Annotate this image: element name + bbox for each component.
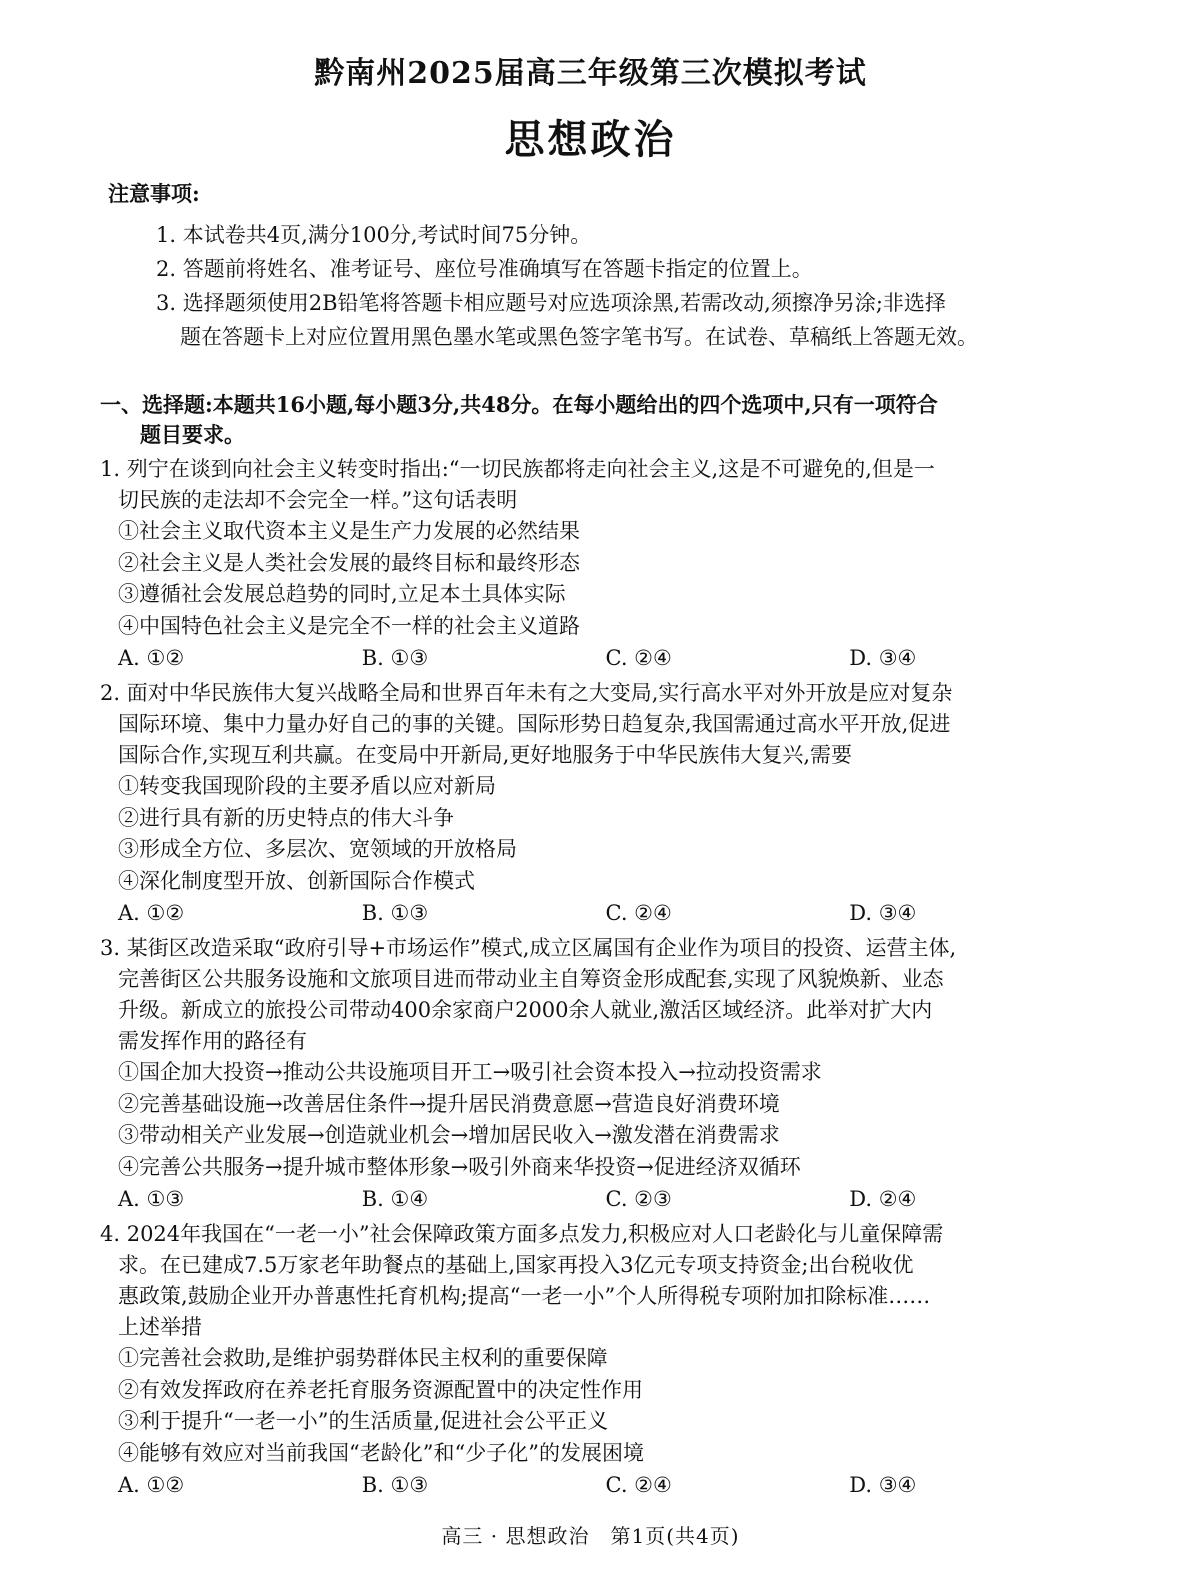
notice-item: 2. 答题前将姓名、准考证号、座位号准确填写在答题卡指定的位置上。	[156, 257, 813, 281]
section-heading	[100, 390, 1093, 450]
answer-options	[100, 1183, 1093, 1215]
option-d[interactable]: D. ③④	[849, 1473, 917, 1497]
question-stem-line: 升级。新成立的旅投公司带动400余家商户2000余人就业,激活区域经济。此举对扩大内	[118, 998, 933, 1022]
option-a[interactable]: A. ①②	[118, 1473, 185, 1497]
option-d[interactable]: D. ③④	[849, 901, 917, 925]
question-stem-line: 2. 面对中华民族伟大复兴战略全局和世界百年未有之大变局,实行高水平对外开放是应对复杂	[100, 681, 953, 705]
question-stem-line: 需发挥作用的路径有	[118, 1029, 307, 1053]
option-c[interactable]: C. ②④	[605, 646, 672, 670]
option-b[interactable]: B. ①④	[361, 1187, 429, 1211]
question-stem-line: 1. 列宁在谈到向社会主义转变时指出:“一切民族都将走向社会主义,这是不可避免的,但是一	[100, 457, 935, 481]
statement: ④完善公共服务→提升城市整体形象→吸引外商来华投资→促进经济双循环	[118, 1154, 801, 1179]
statement: ①社会主义取代资本主义是生产力发展的必然结果	[118, 519, 580, 543]
notice-block	[108, 178, 1093, 354]
option-a[interactable]: A. ①②	[118, 901, 185, 925]
option-a[interactable]: A. ①②	[118, 646, 185, 670]
question-stem-line: 切民族的走法却不会完全一样。”这句话表明	[118, 488, 518, 512]
page-footer: 高三 · 思想政治 第1页(共4页)	[441, 1524, 740, 1548]
section-heading-line: 题目要求。	[140, 422, 245, 447]
option-c[interactable]: C. ②③	[605, 1187, 672, 1211]
question-stem-line: 求。在已建成7.5万家老年助餐点的基础上,国家再投入3亿元专项支持资金;出台税收优	[118, 1253, 914, 1277]
statement: ②进行具有新的历史特点的伟大斗争	[118, 805, 454, 830]
notice-item: 1. 本试卷共4页,满分100分,考试时间75分钟。	[156, 223, 592, 247]
option-c[interactable]: C. ②④	[605, 901, 672, 925]
subject-title: 思想政治	[504, 116, 677, 163]
notice-item-continuation: 题在答题卡上对应位置用黑色墨水笔或黑色签字笔书写。在试卷、草稿纸上答题无效。	[180, 325, 978, 349]
statement: ②有效发挥政府在养老托育服务资源配置中的决定性作用	[118, 1377, 643, 1402]
question-stem-line: 4. 2024年我国在“一老一小”社会保障政策方面多点发力,积极应对人口老龄化与儿童保障需	[100, 1222, 944, 1246]
statement: ②完善基础设施→改善居住条件→提升居民消费意愿→营造良好消费环境	[118, 1091, 780, 1116]
statement: ④中国特色社会主义是完全不一样的社会主义道路	[118, 613, 580, 638]
statement: ②社会主义是人类社会发展的最终目标和最终形态	[118, 550, 580, 575]
section-heading-line: 一、选择题:本题共16小题,每小题3分,共48分。在每小题给出的四个选项中,只有一项符合	[100, 392, 938, 417]
statement: ①完善社会救助,是维护弱势群体民主权利的重要保障	[118, 1346, 608, 1370]
question-stem-line: 完善街区公共服务设施和文旅项目进而带动业主自筹资金形成配套,实现了风貌焕新、业态	[118, 967, 944, 991]
notice-heading: 注意事项:	[108, 181, 200, 206]
answer-options	[100, 642, 1093, 674]
statement: ③形成全方位、多层次、宽领域的开放格局	[118, 837, 517, 861]
answer-options	[100, 1469, 1093, 1501]
question-stem-line: 上述举措	[118, 1315, 202, 1339]
option-d[interactable]: D. ②④	[849, 1187, 917, 1211]
option-a[interactable]: A. ①③	[118, 1187, 185, 1211]
option-b[interactable]: B. ①③	[361, 646, 429, 670]
question-stem-line: 国际合作,实现互利共赢。在变局中开新局,更好地服务于中华民族伟大复兴,需要	[118, 743, 853, 767]
option-b[interactable]: B. ①③	[361, 1473, 429, 1497]
multiple-choice-section	[100, 390, 1093, 1501]
statement: ③利于提升“一老一小”的生活质量,促进社会公平正义	[118, 1409, 609, 1433]
question-1	[100, 454, 1093, 674]
option-b[interactable]: B. ①③	[361, 901, 429, 925]
notice-item: 3. 选择题须使用2B铅笔将答题卡相应题号对应选项涂黑,若需改动,须擦净另涂;非选择	[156, 291, 946, 315]
answer-options	[100, 897, 1093, 929]
exam-title: 黔南州2025届高三年级第三次模拟考试	[314, 56, 867, 91]
statement: ①转变我国现阶段的主要矛盾以应对新局	[118, 774, 496, 798]
statement: ③遵循社会发展总趋势的同时,立足本土具体实际	[118, 582, 566, 606]
statement: ④深化制度型开放、创新国际合作模式	[118, 868, 475, 893]
option-c[interactable]: C. ②④	[605, 1473, 672, 1497]
statement: ①国企加大投资→推动公共设施项目开工→吸引社会资本投入→拉动投资需求	[118, 1060, 822, 1084]
question-3	[100, 933, 1093, 1215]
question-stem-line: 惠政策,鼓励企业开办普惠性托育机构;提高“一老一小”个人所得税专项附加扣除标准……	[118, 1284, 931, 1308]
statement: ④能够有效应对当前我国“老龄化”和“少子化”的发展困境	[118, 1440, 644, 1465]
question-stem-line: 3. 某街区改造采取“政府引导+市场运作”模式,成立区属国有企业作为项目的投资、运营主体,	[100, 936, 957, 960]
question-2	[100, 678, 1093, 929]
question-4	[100, 1219, 1093, 1501]
statement: ③带动相关产业发展→创造就业机会→增加居民收入→激发潜在消费需求	[118, 1123, 780, 1147]
option-d[interactable]: D. ③④	[849, 646, 917, 670]
question-stem-line: 国际环境、集中力量办好自己的事的关键。国际形势日趋复杂,我国需通过高水平开放,促进	[118, 712, 951, 736]
